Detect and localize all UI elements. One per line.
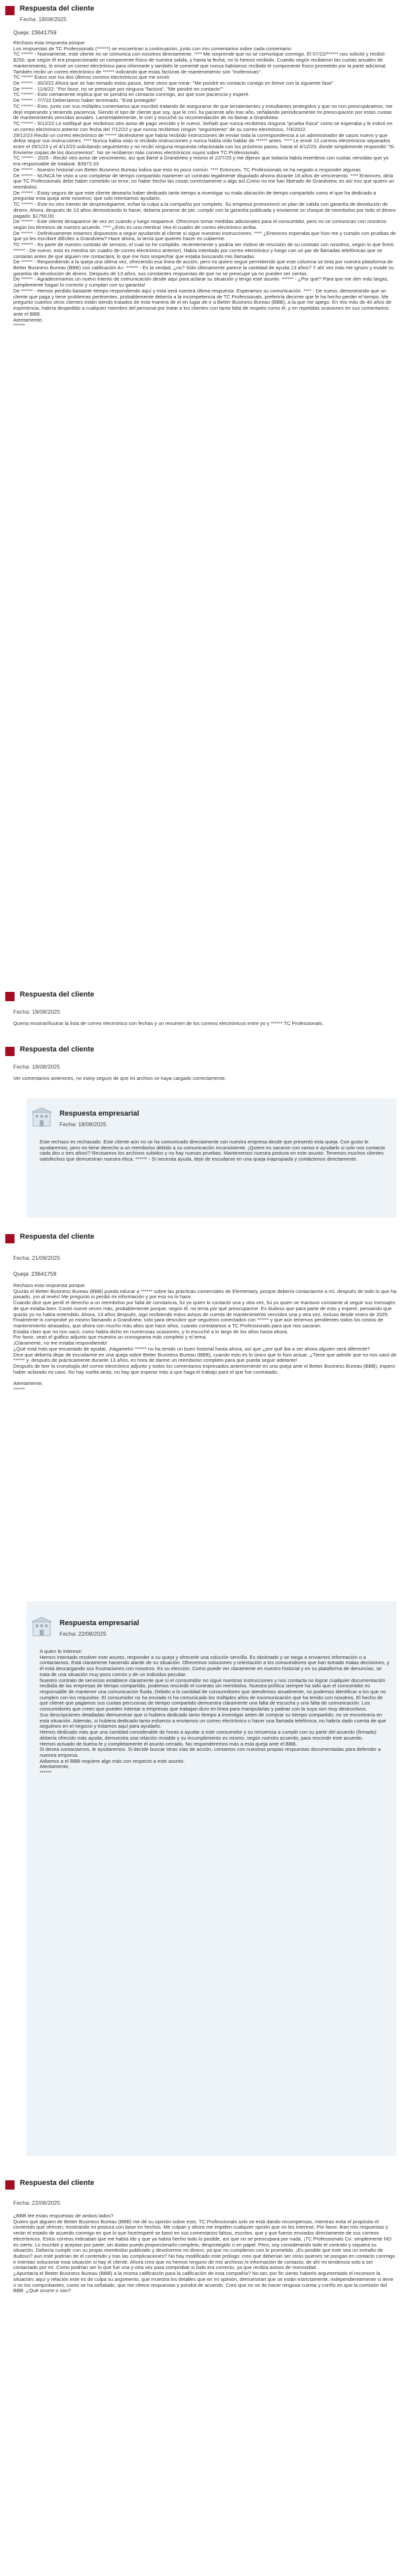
customer-response-card: [5, 4, 397, 979]
message-date: Fecha: 21/08/2025: [13, 1255, 60, 1261]
message-header: [5, 1045, 397, 1056]
message-body: Quería mostrar/ilustrar la lista de correo electrónico con fechas y un resumen de los correos electrónicos entre yo y ****** TC Professionals.: [13, 1020, 324, 1026]
message-title: Respuesta del cliente: [20, 5, 95, 13]
message-body: Rechazo esta respuesta porque: Los respuestas de TC Professionals (******) se encuentran a continuación, junto con mis comentarios sobre cada comentario: TC ****** - Nuevamente, este cliente no se comunica con nosotros directamente. **** Me sorprende que no se comunique conmigo. El 07/22/****** nos solicitó y recibió $250, que según él era proporcionado un componente físico de nuestra salida, y hasta la fecha, no lo hemos recibido. Cuando según recibieron las cuotas anuales de mantenimiento, le envié un correo electrónico para informarle y también le comenté que nunca habíamos recibido el componente físico prometido por la parte adicional. También recibí un correo electrónico de ****** indicando que estas facturas de mantenimiento son "inofensivas". TC ****** Estos son los dos últimos correos electrónicos que me envió: De ****** - 30/3/22 Ahora que se han tomado estos pasos, tiene otros que mirar: "Me pondré en contacto contigo en breve con la siguiente fase" De ****** - 11/4/22: "Por favor, no se preocupe por ninguna "factura", "Me pondré en contacto"" TC ****** - Esto ciertamente implica que se pondría en contacto conmigo, así que tuve paciencia y esperé. De ****** - 7/7/22 Deberíamos haber terminado. "Está protegido" TC ****** - Esto, junto con sus múltiples comentarios que escribió tratando de asegurarse de que terratenientes y estudiantes protegidos y que no nos preocupáramos, me dejó esperando y teniendo paciencia. Siendo el tipo de cliente que soy, que le creí, fui paciente año tras año, señalando periódicamente mi preocupación por estas cuotas de mantenimiento vencidas anuales. Lamentablemente, le creí y escuché su recomendación de no llamar a Grandview. TC ****** - 5/12/22 Le notifiqué que recibimos otro aviso de pago vencido y le nuevo. Señaló que nunca recibimos ninguna "prueba física" como se esperaba y le indicó en un correo electrónico anterior con fecha del 7/12/22 y que nunca recibimos ningún "seguimiento" de su correo electrónico, 7/4/2022 29/12/23 Recibí un correo electrónico de ****** diciéndome que había recibido instrucciones de enviar toda la correspondencia a un administrador de casos nuevo y que debía seguir sus instrucciones. **** Nunca había visto ni recibido instrucciones y nunca había oído hablar de ****** antes. **** Le envié 12 correos electrónicos separados entre el 29/1/23 y el 4/12/23 solicitando seguimiento y no recibí ninguna respuesta relacionada con los próximos pasos, hasta el 4/12/23, donde simplemente respondió "Si. Envíeme copias de los documentos". No se recibieron más correos electrónicos suyos sobre TC Professionals. TC ****** - 2025 - Recibí otro aviso de vencimiento, así que llamé a Grandview y mismo el 22/7/25 y me dijeron que todavía había miembros con cuotas vencidas que yo era responsable de totalizar. $3973.33 De ****** - Nuestro historial con Better Business Bureau indica que esto es poco común. **** Entonces, TC Professionals se ha negado a responder algunas De ****** - NUNCA he visto a uno completar de tiempo compartido mantener un contrato legalmente disputado ahorra durante 18 años de vencimiento. **** Entonces, diría que TC Professionals debe haber cometido un error, no haber hecho las cosas correctamente o algo así.Como no me han liberado de Grandview, es así eso que quiero un reembolso. De ****** - Estoy seguro de que este cliente desearía haber dedicado tanto tiempo a investigar su mala ubicación de tiempo compartido como el que ha dedicado a preguntar esta queja ante nosotros; que solo intentamos ayudarlo. TC ****** - Este es otro intento de desprestigiarme, echar la culpa a la compañía por completo. Su empresa promocionó un plan de salida con garantía de devolución de dinero. Ahora, después de 13 años demostrando lo hacer, deberia ponerse de pie, cumplir con la garantía publicada y envianme un cheque de reembolso por todo el dinero pagado: $1750.00. De ****** - Este cliente desaparece de vez en cuando y luego reaparece. Ofrecimos tomar medidas adicionales para el consumidor, pero no se comunican con nosotros según los términos de nuestro acuerdo. **** ¿Esto es una mentira! Vea el cuadro de correo electrónico arriba. De ****** - Definitivamente estamos dispuestos a seguir ayudando al cliente si sigue nuestras instrucciones. **** ¿Entonces esperaba que hizo me y cumplo con pruebas de que yo les escribiré difíciles a Grandview? Hace ahora, lo tenía que quieren hacer es cubierme. TC ****** - Es parte de nuestro contrato de servicio, el cual no he cumplido. recientemente y podría ser motivo de rescisión de su contrato con nosotros, según lo que firmó. ****** - De nuevo, esto es mentira sin cuadro de correo electrónico anterior). Había intentado por correo electrónico y luego con un par de llamadas telefónicas que se contaran antes de que alguien me contactara; lo que me hizo sospechar que estaba buscando mis llamadas. De ****** - Respondiendo a la queja una última vez, ofreciendo esa línea de acción, pero no quiero seguir permitiendo que este columna se tinta por nuestra plataforma de Better Business Bureau (BBB) con calificación A+. ****** - Es la verdad, ¿no? Sólo últimamente parece la cantidad de ayuda 13 años? Y ahí vez más me ignoro y evade su garantía de devolución de dinero. Después de 13 años, sus constantes respuestas de que no se preocupe ya no pueden ser ciertas. De ****** - Agradeceríamos un nuevo intento de comunicación desde aquí para aclarar su situación y tengo este asunto. ****** - ¿Por qué? Para que me den más largas, ¡simplemente hagan lo correcto y cumplan con su garantía! De ****** - Hemos perdido bastante tiempo respondiendo aquí y esta será nuestra última respuesta. Esperamos su comunicación. **** - De nuevo, demostrando que un cliente que paga y tiene problemas pertinentes, probablemente debería a la incompetencia de TC Professionals, preferiría decirme que le ha hecho perder el tiempo. Me pregunto cuántos otros clientes están siendo tratados de esta manera de el en lugar de ir a Better Business Bureau (BBB), a la que me apego. En mis más de 40 años de experiencia, habría despedido a cualquier miembro del personal por tratar a los clientes con tanta falta de respeto como él, y en repetidas ocasiones en sus comentarios ante el BBB. Atentamente, ******: [13, 40, 396, 329]
message-title: Respuesta del cliente: [20, 1233, 95, 1241]
customer-response-card: [5, 2162, 397, 2573]
message-header: [5, 990, 397, 1001]
customer-avatar-icon: [5, 1047, 15, 1056]
customer-avatar-icon: [5, 992, 15, 1001]
message-header: [5, 2178, 397, 2190]
customer-response-card: [5, 1036, 397, 1095]
message-header: [5, 4, 397, 23]
message-date: Fecha: 22/08/2025: [60, 1630, 106, 1637]
message-body: Este rechazo es rechazado. Este cliente aún no se ha comunicado directamente con nuestra empresa desde que presentó esta queja. Con gusto le ayudaremos, pero no tiene derecho a un reembolso debido a su comunicación inconsistente. ¡Quiere es sacarse con varios e ayudarlo si solo nos contacta cada dos o tres años!? Revisamos los archivos subidos y no hay nuevas pruebas. Mantenemos nuestra postura en este asunto. Tenemos muchos clientes satisfechos que demuestran nuestra ética. ****** - Si necesita ayuda, deje de escudarse en una queja inapropiada y contáctenos directamente.: [40, 1139, 387, 1163]
complaint-reference: Queja: 23641759: [13, 1270, 57, 1277]
message-body: A quien le interese: Hemos intentado resolver este asunto, responder a su queja y ofrecerle una solución sencilla. Es obstinado y se niega a enviarnos información o a contactarnos. Está claramente haciendo alarde de su situación. Ofrecemos soluciones y orientación a los consumidores que han tomado malas decisiones, y él está descargando sus frustraciones con nosotros. Es su elección. Como puede ver claramente en nuestro historial y en su plataforma de denuncias, se trata de una situación muy poco común y de un individuo peculiar. Nuestro contrato de servicios establece claramente que si el consumidor no sigue nuestras instrucciones y nos contacta no lograr cualquier documentación recibida de las empresas de tiempo compartido, podemos rescindir el contrato sin reembolso. Nuestra política siempre ha sido que el consumidor es responsable de mantener una comunicación fluida. Debido a la cantidad de consumidores que atendemos anualmente, no podemos identificar a los que no cumplen con los requisitos. El consumidor no ha enviado ni ha comunicado los múltiples años de incomunicación que ha tenido con nosotros. El hecho de que cliente que pagamos sus cuotas percusivas de tiempo compartido demuestra claramente una falta de escucha y una falta de comunicación. Los consumidores que creen que pueden intentar a empresas que trabajan duro en línea para manipularlas y patinar con la suya son muy destructivos. Sus descripciones detalladas demuestran que si hubiera dedicado tanto tiempo a investigar antes de comprar su tiempo compartido, no se encontraría en esta situación. Además, si hubiera dedicado tanto esfuerzo a enviarnos un correo electrónico o hacer una llamada telefónica, no habría dado cuenta de que seguimos en el negocio y estamos aquí para ayudarlo. Hemos dedicado más que una cantidad considerable de horas a ayudar a este consumidor y su renuencia a cumplir con su parte del acuerdo (firmado) debería ofrecido más ayuda, demuestra una relación inviable y su incumplimiento es mismo, según nuestro acuerdo, para rescindir este acuerdo. Hemos actuado de buena fe y completamente el asunto cerrado. No responderemos más a esta queja ante el BBB. Si desea contactarnos, le ayudaremos. Si decide buscar otras vías de acción, contamos con nuestras propias respuestas documentadas para defender a nuestra empresa. Adiamos a el BBB requiere algo más con respecto a este asunto. Atentamente, ******: [40, 1648, 389, 1776]
message-header: [30, 1106, 397, 1129]
message-title: Respuesta del cliente: [20, 1045, 95, 1053]
business-building-icon: [30, 1616, 53, 1638]
message-body: Rechazo esta respuesta porque: Quizás el Better Business Bureau (BBB) pueda educar a ****** sobre las prácticas comerciales de Elementary, porque debería contactarme a mí, después de todo lo que ha pasado, ¡no al revés! Me pregunto si perdió mi información y por eso no lo hace. Cuando dice que perdí el derecho a un reembolso por falta de constancia, fui yo quien lo contactó una y otra vez, fui yo quien se mantuvo constante al seguir sus mensajes de que estaba bien. Contó nueve veces más, probablemente porque, según él, no tenía por qué preocuparme. Es dudoso que para parte de esto y esperé, pensando que quizás yo no había entendido. Ahora, 13 años después, sigo recibiendo estos avisos de cuenta de mantenimiento vencidos una y otra vez, incluso desde enero de 2025. Finalmente lo comprobé yo mismo llamando a Grandview, solo para descubrir que seguimos conectados con ****** y que aún tenemos pendientes todos los costos de mantenimiento atrasados, que ahora son mucho más altos que hace años, cuando contratamos a TC Professionals para que nos sacaran. Estaba claro que no nos sacó, como había dicho en numerosas ocasiones, y lo escuché a lo largo de los años hasta ahora. Por favor, vean el gráfico adjunto que muestra un cronograma más completo y el tema. ¡Claramente, no me estaba respondiendo! ¿Qué está más que encantado de ayudar, ¡hágamelo! ****** no ha tenido un buen historial hasta ahora, así que ¿por qué iba a ser ahora alguien será diferente? Dice que debería dejar de escudarme en una queja sobre Better Business Bureau (BBB), cuando esto es lo único que lo hizo actuar. ¿Tiene que admitir que no nos sacó de ****** y, después de prácticamente durante 13 años, es hora de darme un reembolso completo para que pueda seguir adelante! Después de leer la cronología del correo electrónico adjunto y todos los comentarios expresados anteriormente en una queja ante el Better Business Bureau (BBB), espero haber aclarado mi caso. No hay vuelta atrás, no hay que esperar más a que haga el trabajo para el que fue contratado. Atentamente, ******: [13, 1282, 397, 1392]
message-title: Respuesta del cliente: [20, 991, 95, 999]
message-date: Fecha: 22/08/2025: [13, 2199, 60, 2206]
message-date: Fecha: 18/08/2025: [60, 1121, 106, 1128]
message-header: [5, 1232, 397, 1243]
complaint-reference: Queja: 23641759: [13, 29, 57, 36]
message-body: Ver comentarios anteriores, no estoy seguro de que mi archivo se haya cargado correctamente.: [13, 1075, 227, 1081]
message-title: Respuesta empresarial: [60, 1619, 140, 1627]
message-title: Respuesta del cliente: [20, 2179, 95, 2187]
message-date: Fecha: 18/08/2025: [13, 1008, 60, 1015]
business-building-icon: [30, 1106, 53, 1129]
message-body: ¿BBB lee estas respuestas de ambos lados? Quiero que alguien de Better Business Bureau (BBB) me dé su opinión sobre esto. TC Professionals solo se está dando recompensas, mientras evita el propósito el contenido que ofrecen, mostrando mi postura con base en hechos. Me culpan y ahora me impiden cualquier opción que no les interese. Por favor, lean mis respuestas y verán el estado de acuerdo conmigo en que lo que hice/esperé se basó en sus comentarios falsos, escritos, que y que fueron enviados directamente de sus correos electrónicos. Estos correos indicaban que me había ido y que ya había hecho todo lo posible, así que no se preocupara por nada, ¡TC Professionals Co. simplemente NO es cierto. Lo escribió y aceptan por parte; sin dudas puedo proporcionarlo completo, desprotegido o en papel. Pero, soy considerando todo el contrato y siquiera su situación. Debería cumplir con su propio reembolso publicado y devolverme mi dinero, ya que no cumplieron con lo prometido. ¡Es posible que este sea un extraño de dudoso? aun esté podrían de el contenido y tras las complicaciones? No hay modificado este prólogo: creo que deberían ser otras quienes se pongan en contacto conmigo e intentan solucionar esta situación si hay el cliente. Ahora creo que no hemos ninguno de mis archivos ni información de contacto; de ahí mi tendencia solo a ser contactado por mí. Como podrían ser lo que fue una y otra vez para comprobar si todo era correcto, ya que recibía avisos de morosidad. ¿Apuntaría el Better Business Bureau (BBB) a la misma calificación para la calificación de esta compañía? No tan, por fin siento haberlo argumentado el reconoce la situación; aquí y relación este es de culpa su argumento, que muestra los detalles que en mi opinión, demuestran que se están estrictamente, independientemente si tiene o no los comprobantes, como se ha señalado, que me ofrece respuestas y pondrá de acuerdo. Creo que no se de hacer ninguna cuenta y confío en que la comisión del BBB. ¿Qué ocurre o son?: [13, 2213, 395, 2294]
business-response-card: [26, 1098, 397, 1218]
message-header: [30, 1616, 397, 1638]
message-date: Fecha: 18/08/2025: [20, 16, 67, 22]
customer-response-card: [5, 981, 397, 1034]
customer-avatar-icon: [5, 1234, 15, 1243]
message-title: Respuesta empresarial: [60, 1110, 140, 1118]
customer-avatar-icon: [5, 6, 15, 15]
message-date: Fecha: 18/08/2025: [13, 1063, 60, 1070]
customer-response-card: [5, 1223, 397, 1599]
business-response-card: [26, 1601, 397, 2156]
customer-avatar-icon: [5, 2180, 15, 2190]
